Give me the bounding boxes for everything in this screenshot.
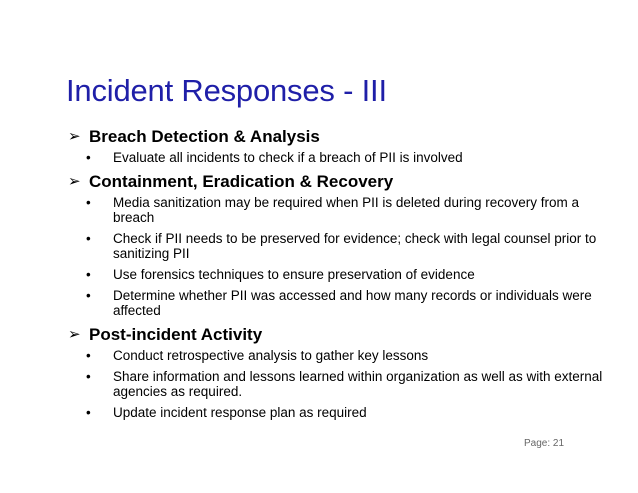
list-item: • Determine whether PII was accessed and how many records or individuals were affected [86,288,592,318]
list-item: • Media sanitization may be required when PII is deleted during recovery from a breach [86,195,579,225]
list-item: • Use forensics techniques to ensure preservation of evidence [86,267,475,282]
arrow-bullet-icon: ➢ [68,173,81,190]
page-number: Page: 21 [524,438,565,449]
slide-title: Incident Responses - III [66,73,387,108]
section-heading [68,126,608,148]
section-heading-text: Post-incident Activity [89,325,263,344]
section-breach-detection [68,126,608,165]
list-item: • Conduct retrospective analysis to gather key lessons [86,348,429,363]
section-heading [68,324,608,346]
dot-bullet-icon: • [86,195,91,210]
section-heading-text: Breach Detection & Analysis [89,127,320,146]
dot-bullet-icon: • [86,267,91,282]
section-heading [68,171,608,193]
list-item: • Evaluate all incidents to check if a breach of PII is involved [86,150,463,165]
dot-bullet-icon: • [86,231,91,246]
arrow-bullet-icon: ➢ [68,128,81,145]
list-item: • Share information and lessons learned within organization as well as with external agencies as required. [86,369,603,399]
section-heading-text: Containment, Eradication & Recovery [89,172,394,191]
arrow-bullet-icon: ➢ [68,326,81,343]
section-containment [68,171,608,318]
bullet-list [68,150,608,165]
bullet-list [68,348,608,420]
dot-bullet-icon: • [86,288,91,303]
slide-content [68,126,608,426]
list-item: • Check if PII needs to be preserved for evidence; check with legal counsel prior to sanitizing PII [86,231,597,261]
dot-bullet-icon: • [86,405,91,420]
list-item: • Update incident response plan as required [86,405,367,420]
dot-bullet-icon: • [86,369,91,384]
bullet-list [68,195,608,318]
dot-bullet-icon: • [86,348,91,363]
dot-bullet-icon: • [86,150,91,165]
section-post-incident [68,324,608,420]
